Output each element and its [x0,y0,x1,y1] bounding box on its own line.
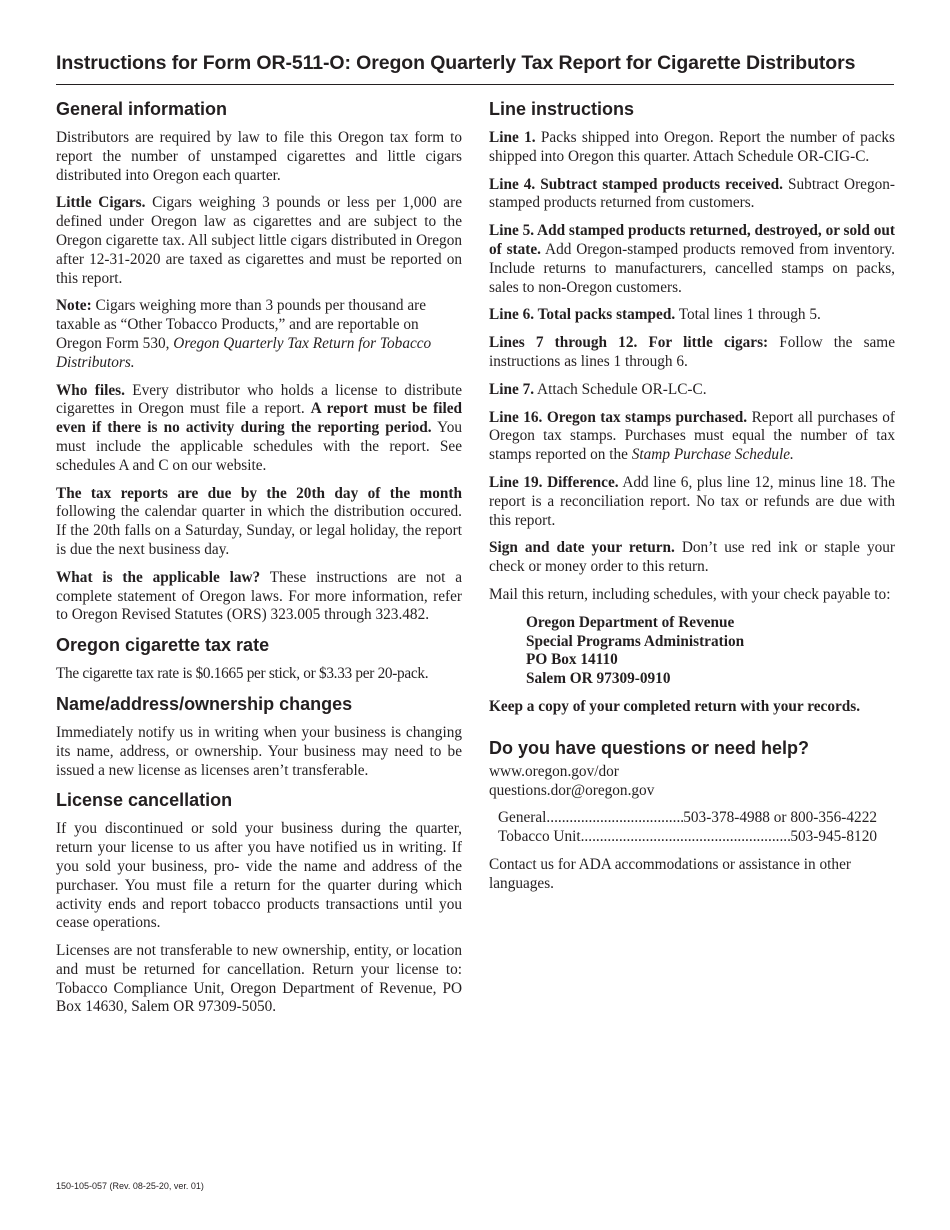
line-4-text: Subtract Oregon-stamped products returned from customers. [489,175,895,212]
address-line: Oregon Department of Revenue [526,613,735,631]
phone-row-general [498,809,877,828]
line-7-label: Line 7. [489,380,535,398]
line-19-label: Line 19. Difference. [489,473,619,491]
phone-row-tobacco-unit [498,828,877,847]
who-files-text-2: You must include the applicable schedules with the report. See schedules A and C on our website. [56,419,462,474]
line-5-label: Line 5. Add stamped products returned, destroyed, or sold out of state. [489,222,895,258]
line-instructions-heading: Line instructions [489,99,635,119]
line-5-text: Add Oregon-stamped products removed from inventory. Include returns to manufacturers, cancelled stamps on packs, sales to non-Oregon customers. [489,240,895,296]
phone-number[interactable]: 503-378-4988 or 800-356-4222 [683,809,877,827]
keep-copy-text: Keep a copy of your completed return with your records. [489,697,861,715]
due-date-paragraph [56,485,462,560]
note-label: Note: [56,297,92,315]
who-files-label: Who files. [56,381,125,399]
sign-text: Don’t use red ink or staple your check or money order to this return. [489,539,895,576]
changes-paragraph: Immediately notify us in writing when your business is changing its name, address, or ownership. Your business may need to be issued a new license as licenses aren’t transferable. [56,723,462,779]
title-rule [56,84,894,85]
line-1-label: Line 1. [489,129,536,146]
line-19-paragraph [489,474,895,530]
help-heading: Do you have questions or need help? [489,737,810,758]
general-paragraph: Distributors are required by law to file this Oregon tax form to report the number of unstamped cigarettes and little cigars distributed into Oregon each quarter. [56,129,462,184]
general-information-heading: General information [56,99,228,119]
note-paragraph [56,297,462,372]
license-cancellation-heading: License cancellation [56,790,233,811]
ada-paragraph: Contact us for ADA accommodations or assistance in other languages. [489,855,851,892]
who-files-text: Every distributor who holds a license to distribute cigarettes in Oregon must file a report. [56,381,462,418]
changes-heading: Name/address/ownership changes [56,693,353,714]
form-revision-id: 150-105-057 (Rev. 08-25-20, ver. 01) [56,1181,204,1191]
line-6-text: Total lines 1 through 5. [675,306,821,324]
stamp-purchase-schedule: Stamp Purchase Schedule. [631,446,794,464]
contact-links [489,763,895,801]
mailing-address [526,614,895,689]
lines-7-12-text: Follow the same instructions as lines 1 through 6. [489,334,895,370]
line-16-paragraph [489,409,895,465]
line-7-paragraph [489,381,895,400]
left-column [56,98,462,1026]
line-7-text: Attach Schedule OR-LC-C. [534,380,707,398]
tax-rate-paragraph: The cigarette tax rate is $0.1665 per stick, or $3.33 per 20-pack. [56,665,429,683]
page-title: Instructions for Form OR-511-O: Oregon Quarterly Tax Report for Cigarette Distributors [56,52,856,74]
line-6-label: Line 6. Total packs stamped. [489,306,676,324]
sign-label: Sign and date your return. [489,539,675,557]
address-line: Special Programs Administration [526,632,745,650]
little-cigars-paragraph [56,194,462,288]
little-cigars-text: Cigars weighing 3 pounds or less per 1,000 are defined under Oregon law as cigarettes and are subject to the Oregon cigarette tax. All subject little cigars distributed in Oregon after 12-31-2020 are taxed as cigarettes and must be reported on this report. [56,194,462,287]
address-line: Salem OR 97309-0910 [526,670,671,688]
dot-leader [581,828,791,847]
mail-paragraph: Mail this return, including schedules, with your check payable to: [489,585,891,603]
keep-copy-paragraph [489,698,895,717]
phone-label: General [498,809,547,827]
line-19-text: Add line 6, plus line 12, minus line 18. The report is a reconciliation report. No tax or refunds are due with this report. [489,473,895,529]
little-cigars-label: Little Cigars. [56,194,146,212]
applicable-law-paragraph [56,569,462,625]
due-date-label: The tax reports are due by the 20th day of the month [56,484,462,502]
due-date-text: following the calendar quarter in which the distribution occured. If the 20th falls on a Saturday, Sunday, or legal holiday, the report is due the next business day. [56,503,462,558]
phone-label: Tobacco Unit [498,828,581,846]
lines-7-12-label: Lines 7 through 12. For little cigars: [489,334,769,352]
line-1-paragraph [489,129,895,167]
sign-paragraph [489,539,895,577]
line-16-label: Line 16. Oregon tax stamps purchased. [489,408,748,426]
applicable-law-text: These instructions are not a complete statement of Oregon laws. For more information, refer to Oregon Revised Statutes (ORS) 323.005 through 323.482. [56,568,462,624]
line-1-text: Packs shipped into Oregon. Report the number of packs shipped into Oregon this quarter. Attach Schedule OR-CIG-C. [489,129,895,165]
dot-leader [546,809,683,828]
who-files-paragraph [56,382,462,476]
lines-7-12-paragraph [489,334,895,372]
phone-list [498,809,877,847]
license-cancellation-paragraph-2: Licenses are not transferable to new ownership, entity, or location and must be returned for cancellation. Return your license to: Tobacco Compliance Unit, Oregon Department of Revenue, PO Box 14630, Salem OR 97309-5050. [56,942,462,1016]
line-4-label: Line 4. Subtract stamped products received. [489,175,783,193]
applicable-law-label: What is the applicable law? [56,568,261,586]
website-link[interactable]: www.oregon.gov/dor [489,762,619,780]
right-column [489,98,895,903]
who-files-emphasis: A report must be filed even if there is no activity during the reporting period. [56,400,462,437]
line-5-paragraph [489,222,895,297]
line-4-paragraph [489,176,895,214]
line-6-paragraph [489,306,895,325]
phone-number[interactable]: 503-945-8120 [790,828,877,846]
address-line: PO Box 14110 [526,651,618,669]
license-cancellation-paragraph-1: If you discontinued or sold your business during the quarter, return your license to us after you have notified us in writing. If you sold your business, pro- vide the name and address of the purchaser. You must file a return for the quarter during which activity ends and report tobacco products transactions until you cease operations. [56,820,462,932]
line-16-text: Report all purchases of Oregon tax stamps. Purchases must equal the number of tax stamps reported on the [489,408,895,464]
note-form-title: Oregon Quarterly Tax Return for Tobacco Distributors. [56,334,432,371]
email-link[interactable]: questions.dor@oregon.gov [489,781,655,799]
tax-rate-heading: Oregon cigarette tax rate [56,635,270,656]
note-text: Cigars weighing more than 3 pounds per thousand are taxable as “Other Tobacco Products,” and are reportable on Oregon Form 530, [56,297,427,352]
